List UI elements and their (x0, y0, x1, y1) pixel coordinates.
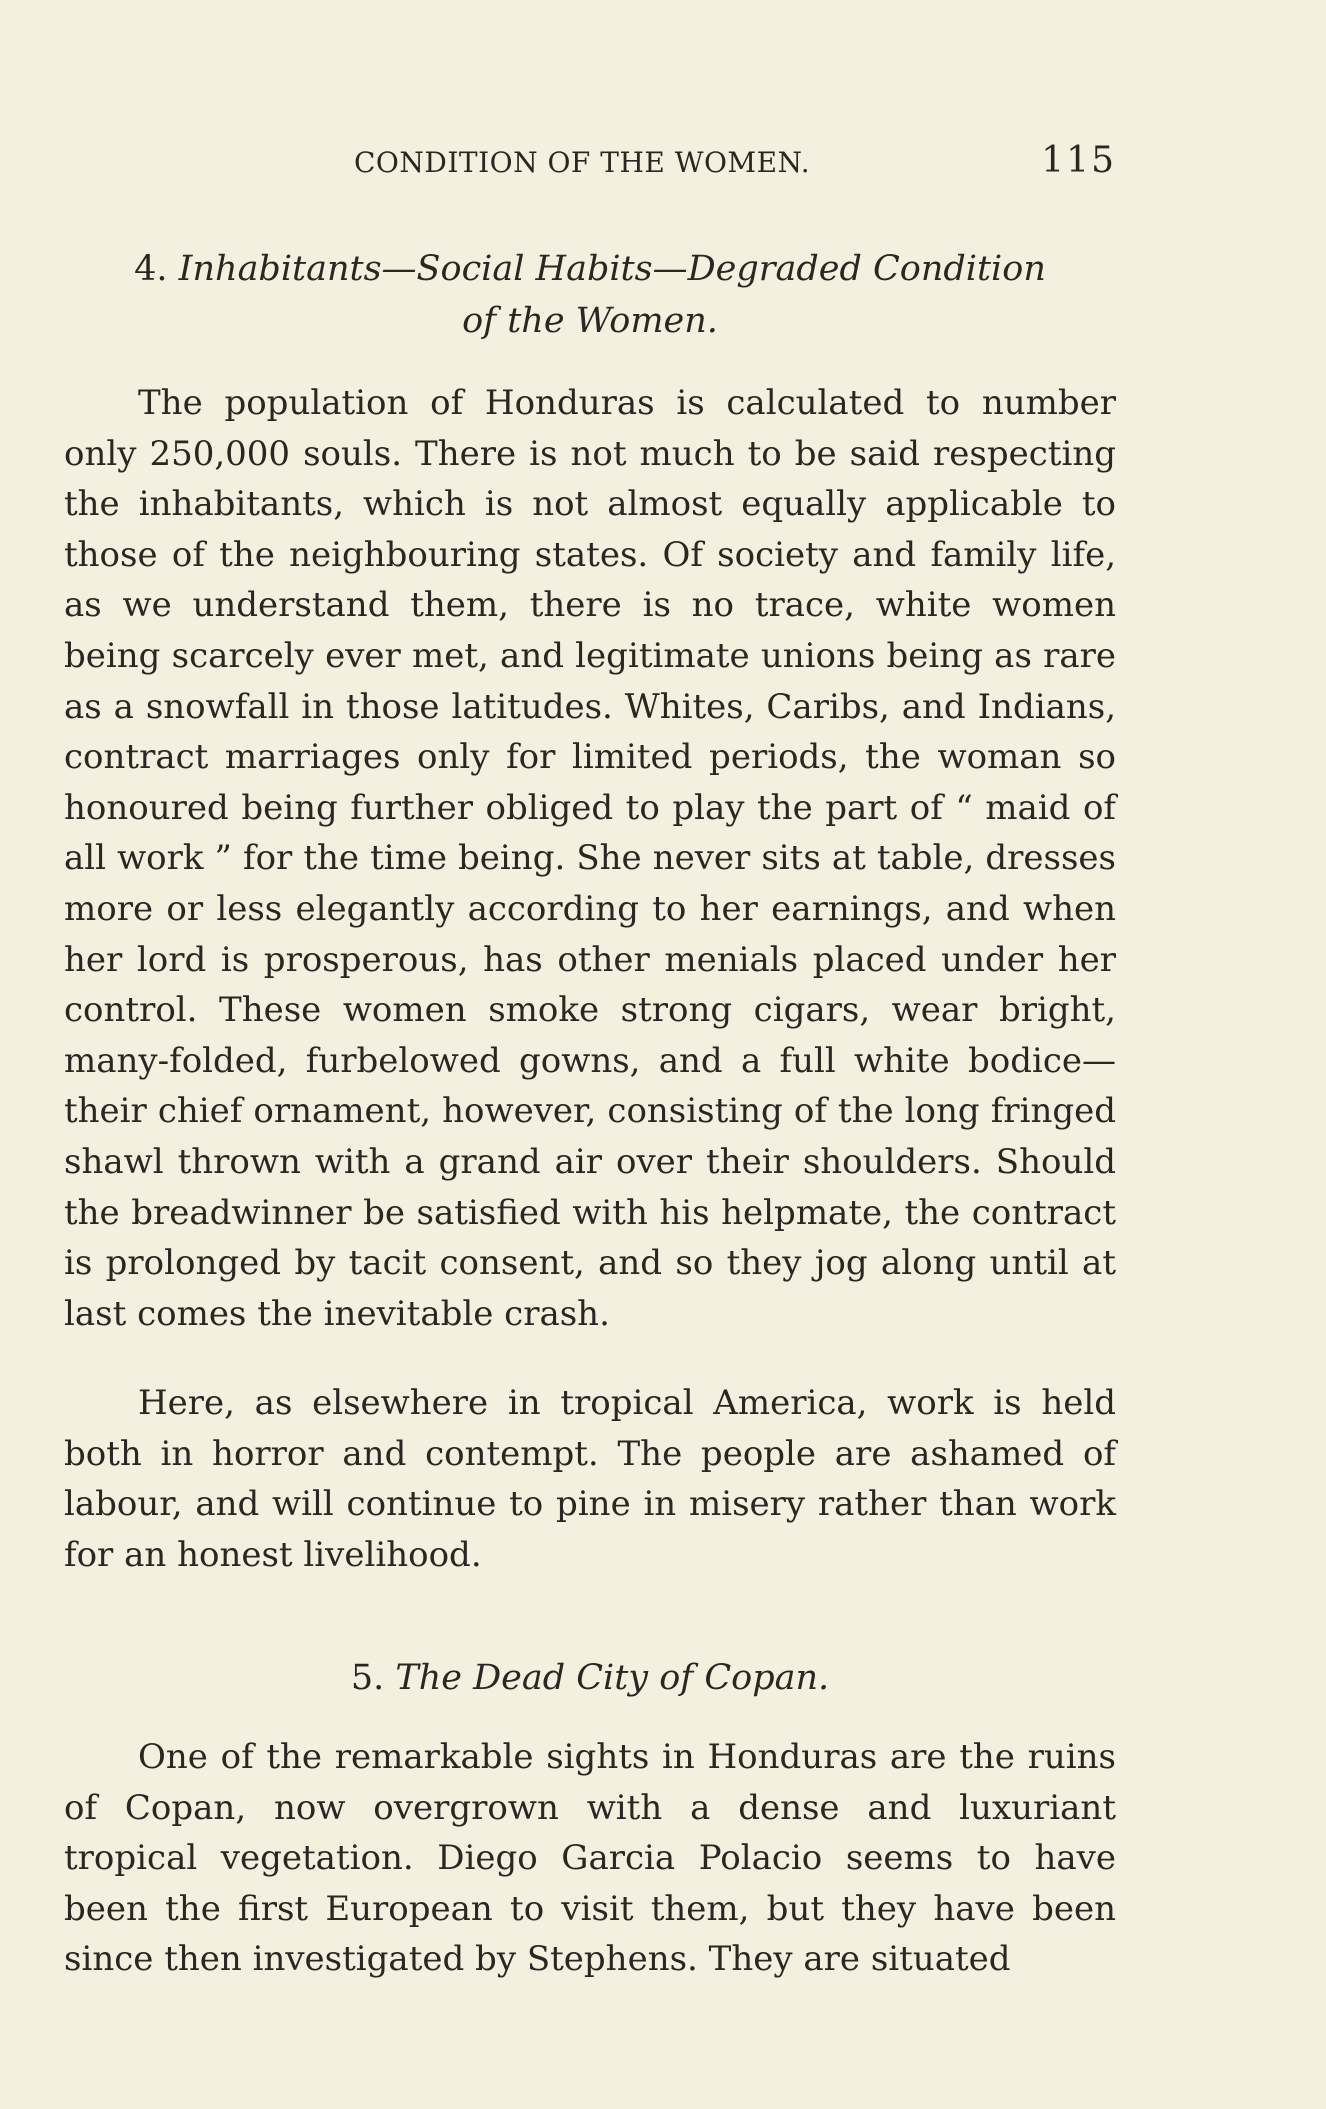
section-5-title: The Dead City of Copan. (395, 1658, 830, 1698)
section-4-paragraph-1 (64, 378, 1116, 1339)
section-5-number: 5. (350, 1658, 385, 1698)
running-title: CONDITION OF THE WOMEN. (354, 146, 811, 179)
section-4-title-line-1 (64, 243, 1116, 295)
paragraph-text: One of the remarkable sights in Honduras are the ruins of Copan, now overgrown with a dense and luxuriant tropical vegetation. Diego Garcia Polacio seems to have been the first European to visit them, but they have been since then investigated by Stephens. They are situated (64, 1737, 1116, 1980)
section-4-heading (64, 243, 1116, 347)
section-4-paragraph-2 (64, 1378, 1116, 1580)
paragraph-text: The population of Honduras is calculated to number only 250,000 souls. There is not much to be said respecting the inhabitants, which is not almost equally applicable to those of the neighbouring states. Of society and family life, as we understand them, there is no trace, white women being scarcely ever met, and legitimate unions being as rare as a snowfall in those latitudes. Whites, Caribs, and Indians, contract marriages only for limited periods, the woman so honoured being further obliged to play the part of “ maid of all work ” for the time being. She never sits at table, dresses more or less elegantly according to her earnings, and when her lord is prosperous, has other menials placed under her control. These women smoke strong cigars, wear bright, many-folded, furbelowed gowns, and a full white bodice—their chief ornament, however, consisting of the long fringed shawl thrown with a grand air over their shoulders. Should the breadwinner be satisfied with his helpmate, the contract is prolonged by tacit consent, and so they jog along until at last comes the inevitable crash. (64, 383, 1116, 1334)
section-4-title-line-2: of the Women. (462, 301, 718, 341)
paragraph-text: Here, as elsewhere in tropical America, work is held both in horror and contempt. The people are ashamed of labour, and will continue to pine in misery rather than work for an honest livelihood. (64, 1383, 1116, 1575)
page-number: 115 (1041, 140, 1116, 181)
section-5-heading (64, 1652, 1116, 1704)
section-5-paragraph-1 (64, 1732, 1116, 1985)
section-4-number: 4. (134, 249, 168, 289)
section-4-title: Inhabitants—Social Habits—Degraded Condition (178, 249, 1046, 289)
